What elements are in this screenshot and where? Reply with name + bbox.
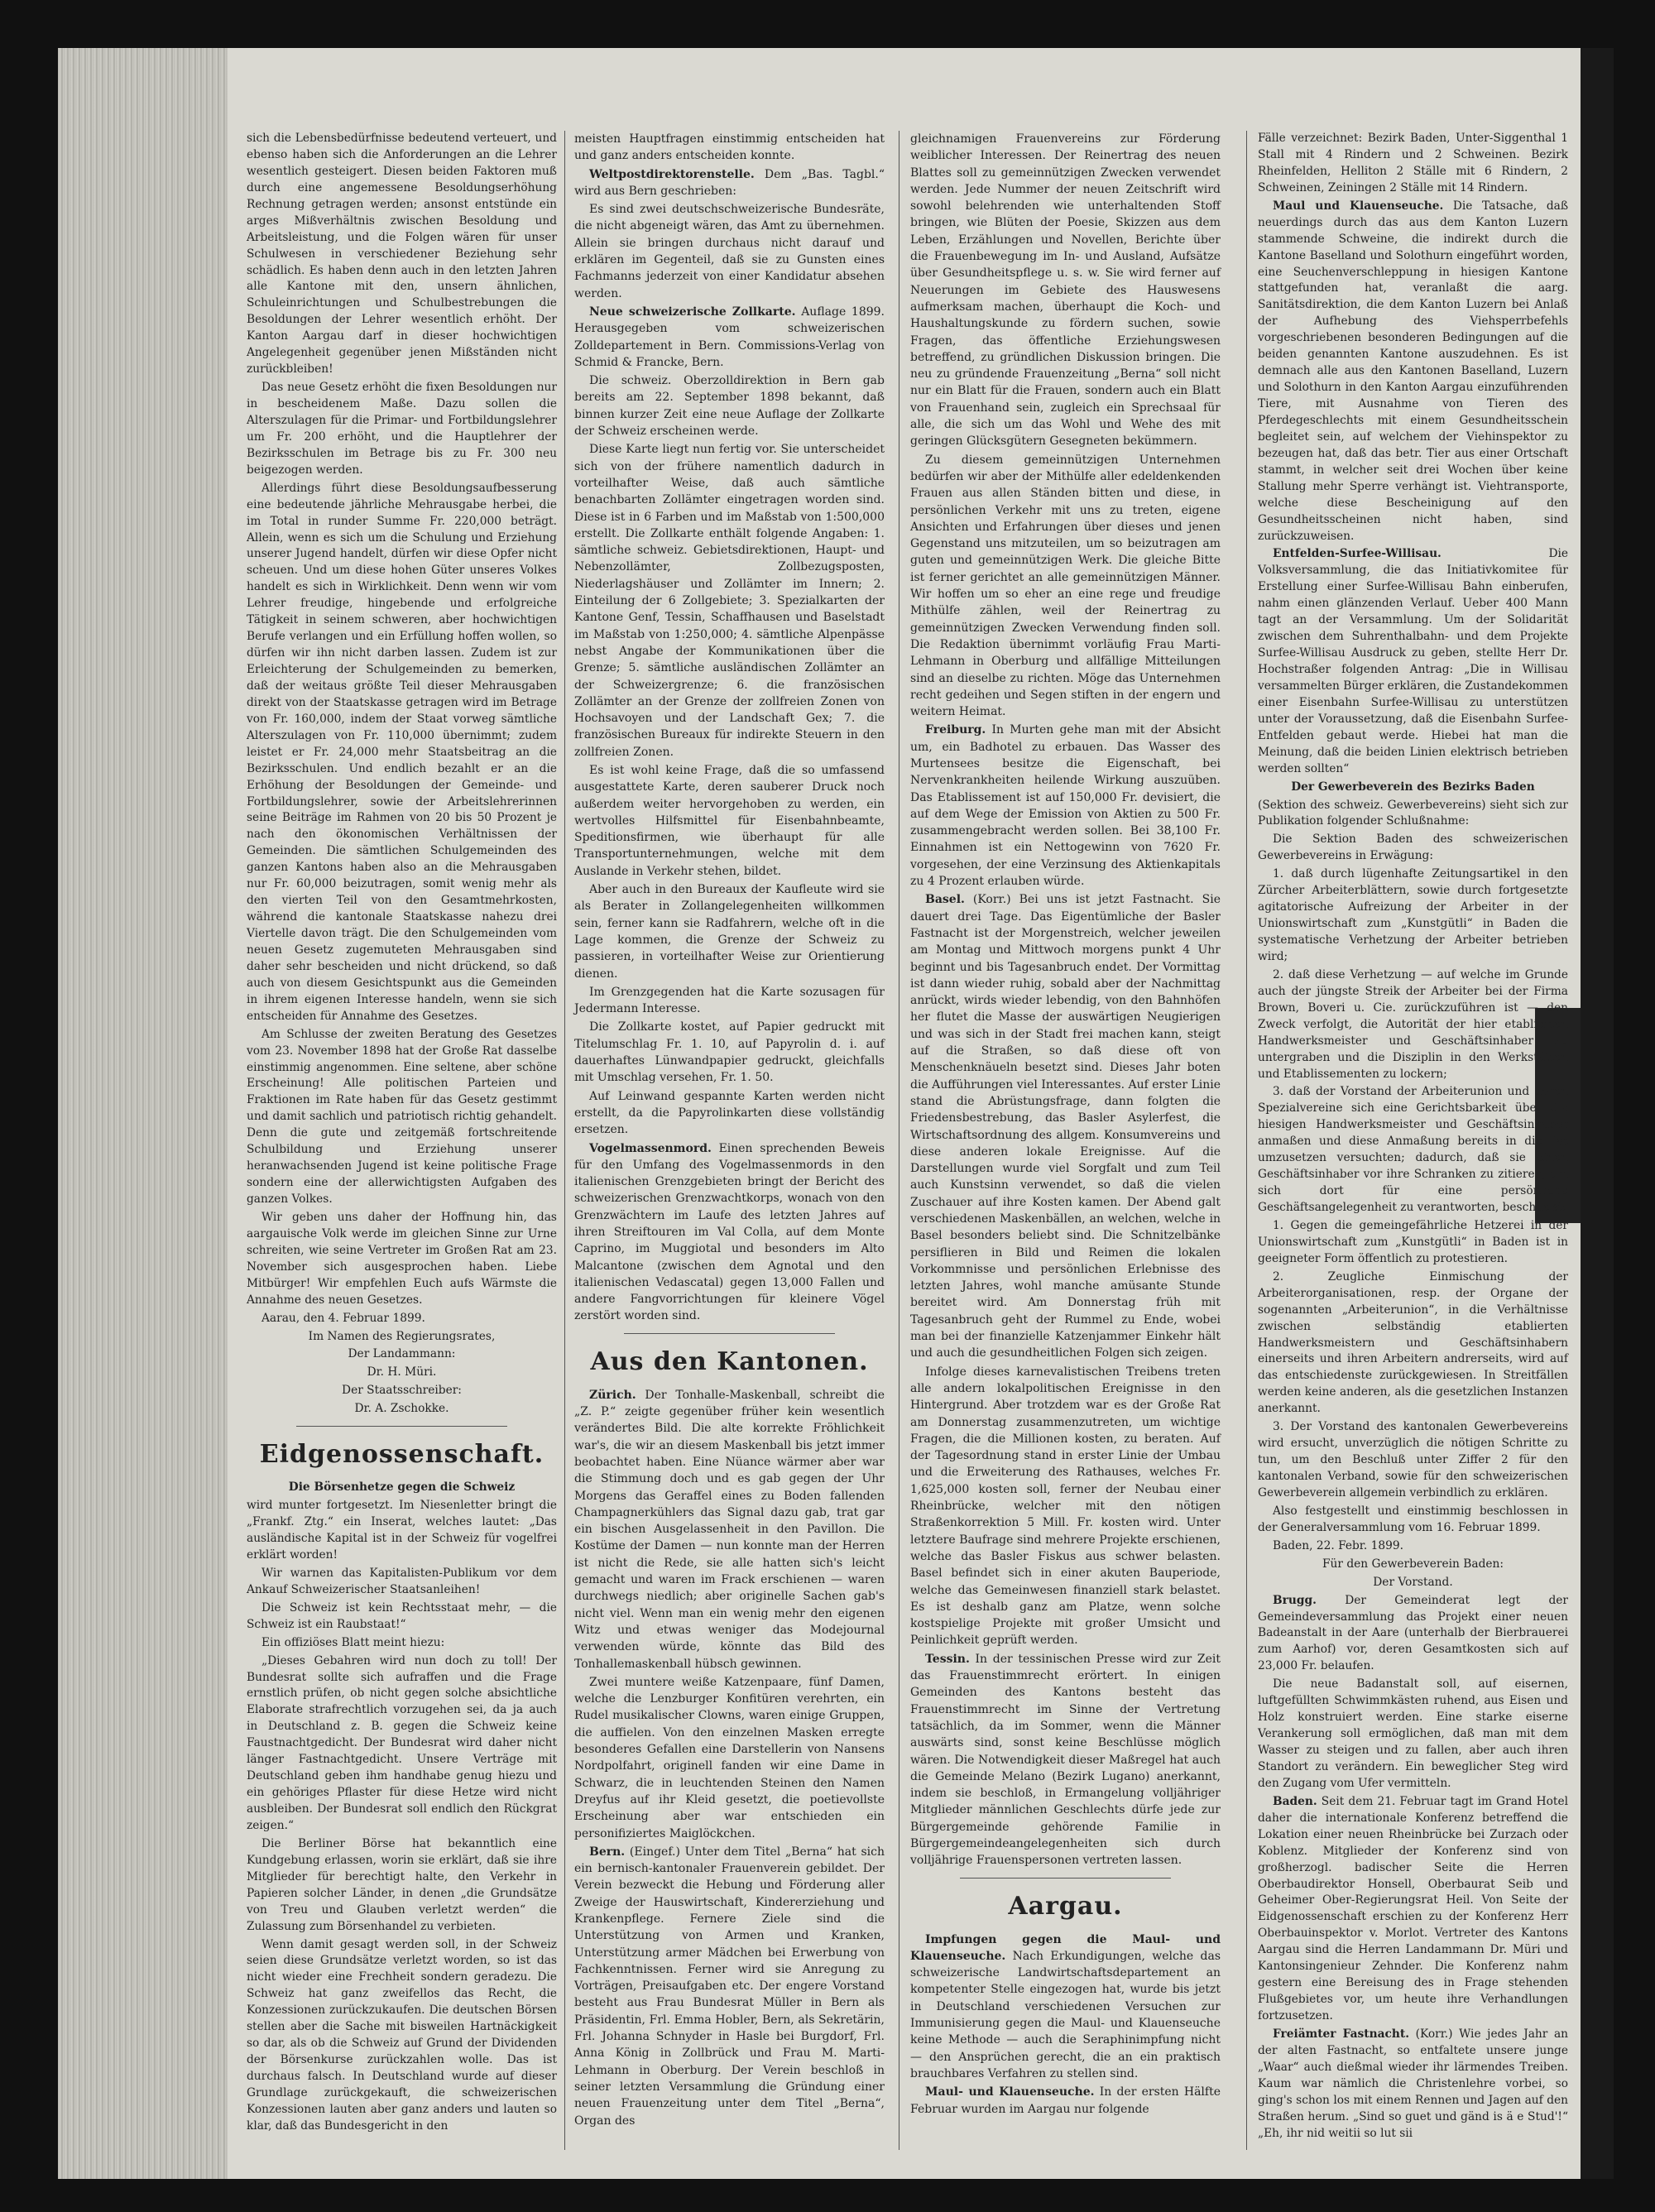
paragraph: Es ist wohl keine Frage, daß die so umfassend ausgestattete Karte, deren sauberer Druck noch außerdem weiter hervorgehoben zu werden, ein wertvolles Hilfsmittel für Eisenbahnbeamte, Speditionsfirmen, wie überhaupt für alle Transportunternehmungen, welche mit dem Auslande in Verkehr stehen, bildet. [574,763,885,878]
paragraph: Fälle verzeichnet: Bezirk Baden, Unter-Siggenthal 1 Stall mit 4 Rindern und 2 Schweinen. Bezirk Rheinfelden, Helliton 2 Ställe mit 6 Rindern, 2 Schweinen, Zeiningen 2 Ställe mit 14 Rindern. [1258,132,1568,194]
article-title: Tessin. [925,1652,970,1666]
paragraph: Das neue Gesetz erhöht die fixen Besoldungen nur in bescheidenem Maße. Dazu sollen die Alterszulagen für die Primar- und Fortbildungslehrer um Fr. 200 erhöht, und die Hauptlehrer der Bezirksschulen im Betrage bis zu Fr. 300 neu beigezogen werden. [247,381,557,477]
paragraph: Zwei muntere weiße Katzenpaare, fünf Damen, welche die Lenzburger Konfitüren verehrten, ein Rudel musikalischer Clowns, waren einige Gruppen, die auffielen. Von den einzelnen Masken erregte besonderes Gefallen eine Darstellerin von Nansens Nordpolfahrt, originell fanden wir eine Dame in Schwarz, die in leuchtenden Steinen den Namen Dreyfus auf ihr Kleid gesetzt, die poetievollste Erscheinung aber war entschieden ein personifiziertes Maiglöckchen. [574,1675,885,1840]
paragraph: Zu diesem gemeinnützigen Unternehmen bedürfen wir aber der Mithülfe aller edeldenkenden Frauen aus allen Ständen bitten und diese, in persönlichen Verkehr mit uns zu treten, eigene Ansichten und Erfahrungen über dieses und jenen Gegenstand uns mitzuteilen, um so beizutragen am guten und gemeinnützigen Werk. Die gleiche Bitte ist ferner gerichtet an alle gemeinnützigen Männer. Wir hoffen um so eher an eine rege und freudige Mithülfe zählen, weil der Reinertrag zu gemeinnützigen Zwecken Verwendung finden soll. Die Redaktion übernimmt vorläufig Frau Marti-Lehmann in Oberburg und allfällige Mitteilungen sind an dieselbe zu richten. Möge das Unternehmen recht gedeihen und Segen stiften in der engern und weitern Heimat. [910,453,1221,719]
column-2 [574,131,885,2131]
article-title: Maul und Klauenseuche. [1273,199,1444,213]
paragraph: Auflage 1899. Herausgegeben vom schweizerischen Zolldepartement in Bern. Commissions-Verlag von Schmid & Francke, Bern. [574,305,885,369]
separator [296,1426,507,1427]
paragraph: Die Schweiz ist kein Rechtsstaat mehr, — die Schweiz ist ein Raubstaat!“ [247,1600,557,1631]
article-title: Zürich. [589,1388,636,1402]
paragraph: sich die Lebensbedürfnisse bedeutend verteuert, und ebenso haben sich die Anforderungen an die Lehrer wesentlich gesteigert. Diesen beiden Faktoren muß durch eine angemessene Besoldungserhöhung Rechnung getragen werden; ansonst entstünde ein arges Mißverhältnis zwischen Besoldung und Arbeitsleistung, und die Folgen wären für unser Schulwesen in verschiedener Beziehung sehr schädlich. Es haben denn auch in den letzten Jahren alle Kantone mit den, unsern ähnlichen, Schuleinrichtungen und Schulbestrebungen die Besoldungen der Lehrer wesentlich erhöht. Der Kanton Aargau darf in dieser hochwichtigen Angelegenheit gegenüber jenen Mißständen nicht zurückbleiben! [247,132,557,377]
scan-border [1581,48,1614,2179]
paragraph: Der Gemeinderat legt der Gemeindeversammlung das Projekt einer neuen Badeanstalt in der Aare (unterhalb der Bierbrauerei zum Aarhof) vor, deren Gesamtkosten sich auf 23,000 Fr. belaufen. [1258,1593,1568,1673]
paragraph: Seit dem 21. Februar tagt im Grand Hotel daher die internationale Konferenz betreffend die Lokation einer neuen Rheinbrücke bei Zurzach oder Koblenz. Mitglieder der Konferenz sind von großherzogl. badischer Seite die Herren Oberbaudirektor Honsell, Oberbaurat Seib und Geheimer Ober-Regierungsrat Heil. Von Seite der Eidgenossenschaft erschien zu der Konferenz Herr Oberbauinspektor v. Morlot. Vertreter des Kantons Aargau sind die Herren Landammann Dr. Müri und Kantonsingenieur Zehnder. Die Konferenz nahm gestern eine Bereisung des in Frage stehenden Flußgebietes vor, um heute ihre Verhandlungen fortzusetzen. [1258,1794,1568,2022]
paragraph: 2. daß diese Verhetzung — auf welche im Grunde auch der jüngste Streik der Arbeiter bei der Firma Brown, Boveri u. Cie. zurückzuführen ist — den Zweck verfolgt, die Autorität der hier etablierten Handwerksmeister und Geschäftsinhaber zu untergraben und die Disziplin in den Werkstätten und Etablissementen zu lockern; [1258,967,1568,1081]
paragraph: Die neue Badanstalt soll, auf eisernen, luftgefüllten Schwimmkästen ruhend, aus Eisen und Holz konstruiert werden. Eine starke eiserne Verankerung soll ermöglichen, daß man mit dem Wasser zu steigen und zu fallen, aber auch ihren Standort zu verändern. Ein beweglicher Steg wird den Zugang vom Ufer vermitteln. [1258,1677,1568,1790]
paragraph: Es sind zwei deutschschweizerische Bundesräte, die nicht abgeneigt wären, das Amt zu übernehmen. Allein sie bringen durchaus nicht darauf und erklären im Gegenteil, daß sie zu Gunsten eines Fachmanns jederzeit von einer Kandidatur absehen werden. [574,203,885,300]
paragraph: 3. Der Vorstand des kantonalen Gewerbevereins wird ersucht, unverzüglich die nötigen Schritte zu tun, um den Beschluß unter Ziffer 2 für den kantonalen Verband, sowie für den schweizerischen Gewerbeverein allgemein verbindlich zu erklären. [1258,1420,1568,1499]
column-3 [910,131,1221,2119]
signature-line: Für den Gewerbeverein Baden: [1322,1557,1504,1571]
column-rule [564,131,565,2150]
paragraph: Die Zollkarte kostet, auf Papier gedruckt mit Titelumschlag Fr. 1. 10, auf Papyrolin d. i. auf dauerhaftes Lünwandpapier gedruckt, gleichfalls mit Umschlag versehen, Fr. 1. 50. [574,1020,885,1085]
signature-line: Im Namen des Regierungsrates, [308,1329,496,1343]
article-title: Brugg. [1273,1593,1317,1607]
paragraph: 2. Zeugliche Einmischung der Arbeiterorganisationen, resp. der Organe der sogenannten „Arbeiterunion“, in die Verhältnisse zwischen selbständig etablierten Handwerksmeistern und Geschäftsinhabern einerseits und ihren Arbeitern andrerseits, wird auf das entschiedenste zurückgewiesen. In Streitfällen werden keine anderen, als die gesetzlichen Instanzen anerkannt. [1258,1269,1568,1416]
signature-line: Der Vorstand. [1373,1575,1453,1589]
article-title: Freiburg. [925,723,986,737]
paragraph: Also festgestellt und einstimmig beschlossen in der Generalversammlung vom 16. Februar 1899. [1258,1504,1568,1534]
article-title: Der Gewerbeverein des Bezirks Baden [1291,780,1535,794]
paragraph: Die Sektion Baden des schweizerischen Gewerbevereins in Erwägung: [1258,832,1568,863]
signature-line: Der Staatsschreiber: [342,1384,462,1398]
paragraph: Wir geben uns daher der Hoffnung hin, das aargauische Volk werde im gleichen Sinne zur Urne schreiten, wie seine Vertreter im Großen Rat am 23. November sich ausgesprochen haben. Liebe Mitbürger! Wir empfehlen Euch aufs Wärmste die Annahme des neuen Gesetzes. [247,1210,557,1307]
paragraph: gleichnamigen Frauenvereins zur Förderung weiblicher Interessen. Der Reinertrag des neuen Blattes soll zu gemeinnützigen Zwecken verwendet werden. Jede Nummer der neuen Zeitschrift wird sowohl belehrenden wie unterhaltenden Stoff bringen, wie Blüten der Poesie, Skizzen aus dem Leben, Erzählungen und Novellen, Berichte über die Frauenbewegung im In- und Ausland, Aufsätze über Gesundheitspflege u. s. w. Sie wird ferner auf Neuerungen im Gebiete des Hauswesens aufmerksam machen, überhaupt die Koch- und Haushaltungskunde zu fördern suchen, sowie Fragen, das öffentliche Erziehungswesen betreffend, zu gründlichen Diskussion bringen. Die neu zu gründende Frauenzeitung „Berna“ soll nicht nur ein Blatt für die Frauen, sondern auch ein Blatt von Frauenhand sein, zugleich ein Sprechsaal für alle, die sich um das Wohl und Wehe des mit geringen Glücksgütern Gesegneten bekümmern. [910,132,1221,449]
paragraph: Dem „Bas. Tagbl.“ wird aus Bern geschrieben: [574,167,885,198]
section-heading: Eidgenossenschaft. [259,1440,544,1470]
dateline: Baden, 22. Febr. 1899. [1273,1538,1403,1552]
paragraph: Ein offiziöses Blatt meint hiezu: [261,1635,445,1649]
page-edge-stack [58,48,228,2179]
paragraph: In der tessinischen Presse wird zur Zeit das Frauenstimmrecht erörtert. In einigen Gemeinden des Kantons besteht das Frauenstimmrecht im Sinne der Vertretung tatsächlich, da im Sommer, wenn die Männer auswärts sind, sonst keine Beschlüsse möglich wären. Die Notwendigkeit dieser Maßregel hat auch die Gemeinde Melano (Bezirk Lugano) anerkannt, indem sie beschloß, in Ermangelung volljähriger Mitglieder männlichen Geschlechts dürfe jede zur Bürgergemeinde gehörende Familie in Bürgergemeindeangelegenheiten sich durch volljährige Frauenspersonen vertreten lassen. [910,1652,1221,1868]
paragraph: Wenn damit gesagt werden soll, in der Schweiz seien diese Grundsätze verletzt worden, so ist das nicht wieder eine Frechheit sondern geradezu. Die Schweiz hat ganz zweifellos das Recht, die Konzessionen zurückzukaufen. Die deutschen Börsen stellen aber die Sache mit bisweilen Hartnäckigkeit so dar, als ob die Schweiz auf Grund der Dividenden der Börsenkurse zurückzahlen wolle. Das ist durchaus falsch. In Deutschland wurde auf dieser Grundlage zurückgekauft, die schweizerischen Konzessionen lauten aber ganz anders und lauten so klar, daß das Bundesgericht in den [247,1937,557,2133]
signature-line: Dr. H. Müri. [367,1365,437,1380]
paragraph: 1. daß durch lügenhafte Zeitungsartikel in den Zürcher Arbeiterblättern, sowie durch fortgesetzte agitatorische Aufreizung der Arbeiter in der Unionswirtschaft zum „Kunstgütli“ in Baden die systematische Verhetzung der Arbeiter betrieben wird; [1258,867,1568,963]
paragraph: Die schweiz. Oberzolldirektion in Bern gab bereits am 22. September 1898 bekannt, daß binnen kurzer Zeit eine neue Auflage der Zollkarte der Schweiz erscheinen werde. [574,374,885,439]
section-heading: Aus den Kantonen. [590,1346,869,1376]
signature-line: Dr. A. Zschokke. [354,1402,449,1416]
paragraph: (Sektion des schweiz. Gewerbevereins) sieht sich zur Publikation folgender Schlußnahme: [1258,798,1568,828]
paragraph: Die Tatsache, daß neuerdings durch das aus dem Kanton Luzern stammende Schweine, die indirekt durch die Kantone Baselland und Solothurn eingeführt worden, eine Seuchenverschleppung in hiesigen Kantone stattgefunden hat, veranlaßt die aarg. Sanitätsdirektion, die dem Kanton Luzern bei Anlaß der Aufhebung des Viehsperrbefehls vorgeschriebenen besonderen Bedingungen auf die beiden genannten Kantone auszudehnen. Es ist demnach alle aus den Kantonen Baselland, Luzern und Solothurn in den Kanton Aargau einzuführenden Tiere, mit Ausnahme von Tieren des Pferdegeschlechts mit einem Gesundheitsschein begleitet sein, auf welchem der Viehinspektor zu bezeugen hat, daß das betr. Tier aus einer Ortschaft stammt, in welcher seit drei Wochen über keine Stallung mehr Sperre verhängt ist. Viehtransporte, welche diese Bescheinigung auf den Gesundheitsscheinen nicht haben, sind zurückzuweisen. [1258,199,1568,543]
article-title: Weltpostdirektorenstelle. [589,167,755,181]
article-title: Basel. [925,893,965,907]
paragraph: Diese Karte liegt nun fertig vor. Sie unterscheidet sich von der frühere namentlich dadurch in vorteilhafter Weise, daß auch sämtliche benachbarten Zollämter eingetragen worden sind. Diese ist in 6 Farben und im Maßstab von 1:500,000 erstellt. Die Zollkarte enthält folgende Angaben: 1. sämtliche schweiz. Gebietsdirektionen, Haupt- und Nebenzollämter, Zollbezugsposten, Niederlagshäuser und Zollämter im Innern; 2. Einteilung der 6 Zollgebiete; 3. Spezialkarten der Kantone Genf, Tessin, Schaffhausen und Baselstadt im Maßstab von 1:250,000; 4. sämtliche Alpenpässe nebst Angabe der Kommunikationen über die Grenze; 5. sämtliche ausländischen Zollämter an der Schweizergrenze; 6. die französischen Zollämter an der Grenze der zollfreien Zonen von Hochsavoyen und der Landschaft Gex; 7. die französischen Bureaux für indirekte Steuern in den zollfreien Zonen. [574,443,885,759]
paragraph: Nach Erkundigungen, welche das schweizerische Landwirtschaftsdepartement an kompetenter Stelle eingezogen hat, wurde bis jetzt in Deutschland verschiedenen Versuchen zur Immunisierung gegen die Maul- und Klauenseuche keine Methode — auch die Seraphinimpfung nicht — den Ansprüchen gerecht, die an ein praktisch brauchbares Verfahren zu stellen sind. [910,1949,1221,2080]
paragraph: Aber auch in den Bureaux der Kaufleute wird sie als Berater in Zollangelegenheiten willkommen sein, ferner kann sie Radfahrern, welche oft in die Lage kommen, die Grenze der Schweiz zu passieren, in vorteilhafter Weise zur Orientierung dienen. [574,883,885,981]
paragraph: meisten Hauptfragen einstimmig entscheiden hat und ganz anders entscheiden konnte. [574,132,885,163]
paragraph: Die Berliner Börse hat bekanntlich eine Kundgebung erlassen, worin sie erklärt, daß sie ihre Mitglieder für berechtigt halte, den Verkehr in Papieren solcher Länder, in denen „die Grundsätze von Treu und Glauben verletzt werden“ die Zulassung zum Börsenhandel zu verbieten. [247,1836,557,1933]
paragraph: In der ersten Hälfte Februar wurden im Aargau nur folgende [910,2085,1221,2116]
article-title: Maul- und Klauenseuche. [925,2085,1095,2099]
paragraph: In Murten gehe man mit der Absicht um, ein Badhotel zu erbauen. Das Wasser des Murtensees besitze die Eigenschaft, bei Nervenkrankheiten heilende Wirkung auszuüben. Das Etablissement ist auf 150,000 Fr. devisiert, die auf dem Wege der Emission von Aktien zu 500 Fr. zusammengebracht werden sollen. Bei 38,100 Fr. Einnahmen ist ein Nettogewinn von 7620 Fr. vorgesehen, der eine Verzinsung des Aktienkapitals zu 4 Prozent erlauben würde. [910,723,1221,889]
paragraph: Die Volksversammlung, die das Initiativkomitee für Erstellung einer Surfee-Willisau Bahn einberufen, nahm einen glänzenden Verlauf. Ueber 400 Mann tagt an der Versammlung. Um der Solidarität zwischen dem Suhrenthalbahn- und dem Projekte Surfee-Willisau Ausdruck zu geben, stellte Herr Dr. Hochstraßer folgenden Antrag: „Die in Willisau versammelten Bürger erklären, die Zustandekommen einer Eisenbahn Surfee-Willisau zu unterstützen unter der Voraussetzung, daß die Eisenbahn Surfee-Entfelden gebaut werde. Hiebei hat man die Meinung, daß die beiden Linien elektrisch betrieben werden sollten“ [1258,547,1568,775]
paragraph: Infolge dieses karnevalistischen Treibens treten alle andern lokalpolitischen Ereignisse in den Hintergrund. Aber trotzdem war es der Große Rat am Donnerstag zusammenzutreten, um wichtige Fragen, die die Millionen kosten, zu beraten. Auf der Tagesordnung stand in erster Linie der Umbau und die Erweiterung des Rathauses, welches Fr. 1,625,000 kosten soll, ferner der Neubau einer Rheinbrücke, welcher mit den nötigen Straßenkorrektion 5 Mill. Fr. kosten wird. Unter letztere Baufrage sind mehrere Projekte erschienen, welche das Basler Fiskus aus schwer belasten. Basel befindet sich in einer akuten Bauperiode, welche das Gemeinwesen finanziell stark belastet. Es ist deshalb ganz am Platze, wenn solche kostspielige Projekte mit großer Umsicht und Peinlichkeit geprüft werden. [910,1365,1221,1648]
paragraph: (Korr.) Wie jedes Jahr an der alten Fastnacht, so entfaltete unsere junge „Waar“ auch dießmal wieder ihr lärmendes Treiben. Kaum war nämlich die Christenlehre vorbei, so ging's schon los mit einem Rennen und Jagen auf den Straßen herum. „Sind so guet und gänd is ä e Stud'!“ „Eh, ihr nid weitii so lut sii [1258,2027,1568,2140]
paragraph: 1. Gegen die gemeingefährliche Hetzerei in der Unionswirtschaft zum „Kunstgütli“ in Baden ist in geeigneter Form öffentlich zu protestieren. [1258,1218,1568,1265]
article-title: Entfelden-Surfee-Willisau. [1273,547,1442,561]
paragraph: Wir warnen das Kapitalisten-Publikum vor dem Ankauf Schweizerischer Staatsanleihen! [247,1566,557,1596]
paragraph: „Dieses Gebahren wird nun doch zu toll! Der Bundesrat sollte sich aufraffen und die Frage ernstlich prüfen, ob nicht gegen solche absichtliche Elaborate strafrechtlich vorzugehen sei, da ja auch in Deutschland z. B. gegen die Schweiz keine Faustnachtgedicht. Der Bundesrat wird daher nicht länger Fastnachtgedicht. Unsere Verträge mit Deutschland geben ihm handhabe genug hiezu und ein gehöriges Pflaster für diese Hetze wird nicht ausbleiben. Der Bundesrat soll endlich den Rückgrat zeigen.“ [247,1653,557,1832]
article-title: Vogelmassenmord. [589,1141,712,1155]
column-4 [1258,131,1568,2144]
article-title: Impfungen gegen die Maul- und Klauenseuche. [910,1932,1221,1963]
column-rule [1246,131,1247,2150]
paragraph: Auf Leinwand gespannte Karten werden nicht erstellt, da die Papyrolinkarten diese vollständig ersetzen. [574,1089,885,1137]
column-1 [247,131,557,2137]
separator [960,1878,1171,1879]
signature-line: Der Landammann: [348,1347,456,1361]
article-title: Neue schweizerische Zollkarte. [589,305,796,319]
article-title: Die Börsenhetze gegen die Schweiz [288,1480,516,1495]
paragraph: Der Tonhalle-Maskenball, schreibt die „Z. P.“ zeigte gegenüber früher kein wesentlich verändertes Bild. Die alte korrekte Fröhlichkeit war's, die wir an diesem Maskenball bis jetzt immer beobachtet haben. Eine Nüance wärmer aber war die Stimmung doch und es gab gegen der Uhr Morgens das Geraffel eines zu Boden fallenden Champagnerkühlers das Signal dazu gab, trat gar ein bischen Ausgelassenheit in den Pavillon. Die Kostüme der Damen — nun konnte man der Herren ist nicht die Rede, sie alle hatten sich's leicht gemacht und waren im Frack erschienen — waren durchwegs niedlich; aber originelle Sachen gab's nicht viel. Wenn man ein wenig mehr den eigenen Witz und etwas weniger das Modejournal verwenden würde, könnte das Bild des Tonhallemaskenball hübsch gewinnen. [574,1388,885,1671]
paragraph: (Korr.) Bei uns ist jetzt Fastnacht. Sie dauert drei Tage. Das Eigentümliche der Basler Fastnacht ist der Morgenstreich, welcher jeweilen am Montag und Mittwoch morgens punkt 4 Uhr beginnt und bis Tagesanbruch endet. Der Vormittag ist dann wieder ruhig, sobald aber der Nachmittag anrückt, wirds wieder lebendig, von den Bahnhöfen her flutet die Masse der auswärtigen Neugierigen und was sich in der Stadt frei machen kann, steigt auf die Straßen, so daß diese oft von Menschenknäueln besetzt sind. Dieses Jahr boten die Aufführungen viel Interessantes. Auf erster Linie stand die Abrüstungsfrage, dann folgten die Friedensbestrebung, das Basler Asylerfest, die Wirtschaftsordnung des allgem. Konsumvereins und diese anderen lokale Ereignisse. Auf die Darstellungen wurde viel Sorgfalt und zum Teil auch Kunstsinn verwendet, so daß die vielen Zuschauer auf ihre Kosten kamen. Der Abend galt verschiedenen Maskenbällen, an welchen, welche in Basel besonders beliebt sind. Die Schnitzelbänke persiflieren in Bild und Reimen die lokalen Vorkommnisse und persönlichen Erlebnisse des letzten Jahres, wohl manche amüsante Stunde bereitet wird. Am Donnerstag früh mit Tagesanbruch geht der Rummel zu Ende, wobei man bei der finanzielle Katzenjammer Einkehr hält und auch die gesundheitlichen Folgen sich zeigen. [910,893,1221,1360]
paragraph: (Eingef.) Unter dem Titel „Berna“ hat sich ein bernisch-kantonaler Frauenverein gebildet. Der Verein bezweckt die Hebung und Förderung aller Zweige der Hauswirtschaft, Kindererziehung und Krankenpflege. Fernere Ziele sind die Unterstützung von Armen und Kranken, Unterstützung armer Mädchen bei Erwerbung von Fachkenntnissen. Ferner wird sie Anregung zu Vorträgen, Preisaufgaben etc. Der engere Vorstand besteht aus Frau Bundesrat Müller in Bern als Präsidentin, Frl. Emma Hobler, Bern, als Sekretärin, Frl. Johanna Schnyder in Hasle bei Burgdorf, Frl. Anna König in Zollbrück und Frau M. Marti-Lehmann in Oberburg. Der Verein beschloß in seiner letzten Versammlung die Gründung einer neuen Frauenzeitung unter dem Titel „Berna“, Organ des [574,1845,885,2128]
article-title: Freiämter Fastnacht. [1273,2027,1409,2041]
dateline: Aarau, den 4. Februar 1899. [261,1311,425,1325]
paragraph: wird munter fortgesetzt. Im Niesenletter bringt die „Frankf. Ztg.“ ein Inserat, welches lautet: „Das ausländische Kapital ist in der Schweiz für vogelfrei erklärt worden! [247,1499,557,1562]
paragraph: Im Grenzgegenden hat die Karte sozusagen für Jedermann Interesse. [574,985,885,1016]
article-title: Baden. [1273,1794,1317,1808]
paragraph: Allerdings führt diese Besoldungsaufbesserung eine bedeutende jährliche Mehrausgabe herbei, die im Total in runder Summe Fr. 220,000 beträgt. Allein, wenn es sich um die Schulung und Erziehung unserer Jugend handelt, dürfen wir diese Opfer nicht scheuen. Und um diese hohen Güter unseres Volkes handelt es sich in Wirklichkeit. Denn wenn wir vom Lehrer freudige, hingebende und erfolgreiche Tätigkeit in seinem schweren, aber hochwichtigen Berufe verlangen und ein Erfüllung hoffen wollen, so dürfen wir ihn nicht darben lassen. Zudem ist zur Erleichterung der Schulgemeinden zu bemerken, daß der weitaus größte Teil dieser Mehrausgaben direkt von der Staatskasse getragen wird im Betrage von Fr. 160,000, indem der Staat vorweg sämtliche Alterszulagen von Fr. 110,000 übernimmt; zudem leistet er Fr. 24,000 mehr Staatsbeitrag an die Bezirksschulen. Und endlich bezahlt er an die Erhöhung der Besoldungen der Gemeinde- und Fortbildungslehrer, sowie der Arbeitslehrerinnen seine Beiträge im Rahmen von 20 bis 50 Prozent je nach den ökonomischen Verhältnissen der Gemeinden. Die sämtlichen Schulgemeinden des ganzen Kantons haben also an die Mehrausgaben nur Fr. 60,000 beizutragen, somit wenig mehr als den vierten Teil von den Gesamtmehrkosten, während die kantonale Staatskasse nahezu drei Viertelle davon trägt. Die den Schulgemeinden vom neuen Gesetz zugemuteten Mehrausgaben sind daher sehr bescheiden und nicht drückend, so daß auch von diesem Gesichtspunkt aus die Gemeinden in ihrem eigenen Interesse handeln, wenn sie sich entscheiden für Annahme des Gesetzes. [247,481,557,1023]
paragraph: 3. daß der Vorstand der Arbeiterunion und deren Spezialvereine sich eine Gerichtsbarkeit über die hiesigen Handwerksmeister und Geschäftsinhaber anmaßen und diese Anmaßung bereits in die Tat umzusetzen versuchten; dadurch, daß sie einen Geschäftsinhaber vor ihre Schranken zu zitieren, um sich dort für eine persönliche Geschäftsangelegenheit zu verantworten, beschließt: [1258,1085,1568,1214]
separator [624,1333,835,1334]
newspaper-page [58,48,1614,2179]
article-title: Bern. [589,1845,626,1859]
paragraph: Am Schlusse der zweiten Beratung des Gesetzes vom 23. November 1898 hat der Große Rat dasselbe einstimmig angenommen. Eine seltene, aber schöne Erscheinung! Alle politischen Parteien und Fraktionen im Rate haben für das Gesetz gestimmt und damit sachlich und patriotisch richtig gehandelt. Denn die gute und zeitgemäß fortschreitende Schulbildung und Erziehung unserer heranwachsenden Jugend ist keine politische Frage sondern eine der allerwichtigsten Aufgaben des ganzen Volkes. [247,1027,557,1206]
paragraph: Einen sprechenden Beweis für den Umfang des Vogelmassenmords in den italienischen Grenzgebieten bringt der Bericht des schweizerischen Grenzwachtkorps, wonach von den Grenzwächtern im Laufe des letzten Jahres auf ihren Streiftouren im Val Colla, auf dem Monte Caprino, im Muggiotal und besonders im Alto Malcantone (zwischen dem Agnotal und den italienischen Vedascatal) gegen 13,000 Fallen und andere Fangvorrichtungen für kleinere Vögel zerstört worden sind. [574,1141,885,1323]
section-heading: Aargau. [1008,1891,1123,1921]
